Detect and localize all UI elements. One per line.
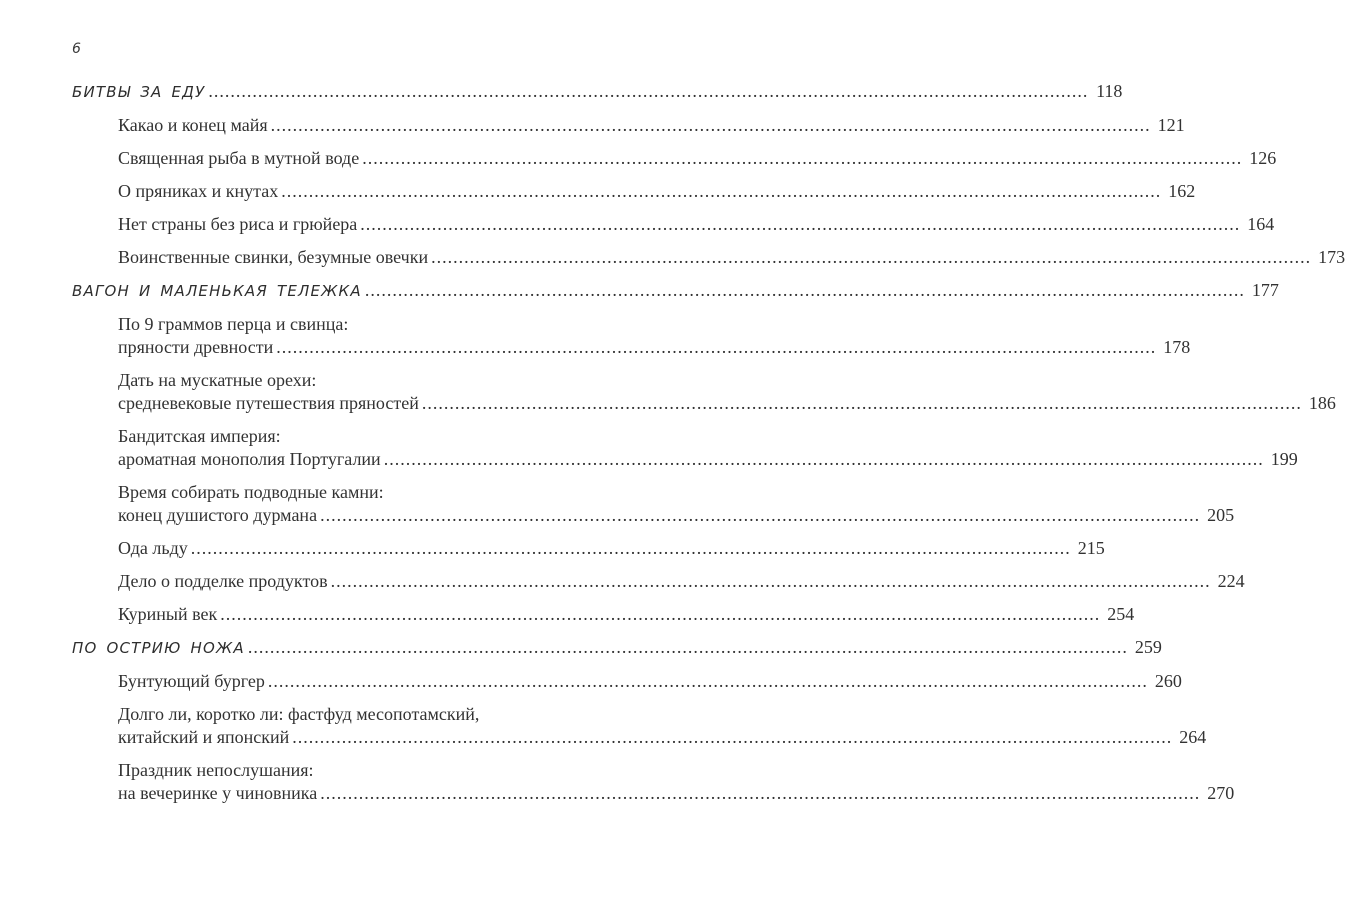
entry-title: средневековые путешествия пряностей — [118, 393, 419, 413]
dot-leader: ................................................................................................................................................................ — [270, 115, 1151, 135]
entry-row — [118, 147, 1277, 170]
toc-entry — [118, 759, 1235, 805]
entry-page: 264 — [1179, 727, 1207, 747]
entry-page: 173 — [1318, 247, 1345, 267]
dot-leader: ................................................................................................................................................................ — [190, 538, 1071, 558]
dot-leader: ................................................................................................................................................................ — [220, 604, 1101, 624]
section-heading-row — [72, 279, 1279, 303]
dot-leader: ................................................................................................................................................................ — [320, 783, 1201, 803]
toc-entry — [118, 670, 1182, 693]
entry-line: Бандитская империя: — [118, 426, 281, 446]
dot-leader: ................................................................................................................................................................ — [431, 247, 1312, 267]
toc-section — [72, 636, 1235, 805]
dot-leader: ................................................................................................................................................................ — [208, 81, 1089, 101]
dot-leader: ................................................................................................................................................................ — [330, 571, 1211, 591]
toc-entry — [118, 180, 1196, 203]
entry-page: 162 — [1168, 181, 1196, 201]
entry-title: пряности древности — [118, 337, 274, 357]
entry-row — [118, 392, 1336, 415]
entry-row — [118, 180, 1196, 203]
entry-row — [118, 537, 1105, 560]
toc — [72, 80, 1345, 805]
dot-leader: ................................................................................................................................................................ — [320, 505, 1201, 525]
entry-row — [118, 504, 1235, 527]
entry-row — [118, 670, 1182, 693]
entry-title: Дело о подделке продуктов — [118, 571, 328, 591]
dot-leader: ................................................................................................................................................................ — [267, 671, 1148, 691]
entry-title: конец душистого дурмана — [118, 505, 318, 525]
entry-line: Долго ли, коротко ли: фастфуд месопотамский, — [118, 704, 480, 724]
entry-title: Священная рыба в мутной воде — [118, 148, 360, 168]
entry-row — [118, 448, 1298, 471]
entry-page: 121 — [1157, 115, 1185, 135]
entry-page: 260 — [1154, 671, 1182, 691]
dot-leader: ................................................................................................................................................................ — [247, 637, 1128, 657]
entry-title: ароматная монополия Португалии — [118, 449, 381, 469]
entry-title: на вечеринке у чиновника — [118, 783, 318, 803]
toc-entry — [118, 703, 1207, 749]
dot-leader: ................................................................................................................................................................ — [362, 148, 1243, 168]
toc-entry — [118, 481, 1235, 527]
dot-leader: ................................................................................................................................................................ — [281, 181, 1162, 201]
entry-line: Время собирать подводные камни: — [118, 482, 384, 502]
entry-title: Куриный век — [118, 604, 218, 624]
entry-row — [118, 246, 1345, 269]
entry-page: 199 — [1270, 449, 1298, 469]
dot-leader: ................................................................................................................................................................ — [276, 337, 1157, 357]
toc-entry — [118, 313, 1191, 359]
entry-row — [118, 336, 1191, 359]
dot-leader: ................................................................................................................................................................ — [364, 280, 1245, 300]
entry-page: 126 — [1249, 148, 1277, 168]
entry-title: О пряниках и кнутах — [118, 181, 279, 201]
toc-entry — [118, 425, 1298, 471]
entry-line: Праздник непослушания: — [118, 760, 314, 780]
entry-row — [118, 570, 1245, 593]
section-page: 259 — [1134, 637, 1162, 657]
entry-row — [118, 114, 1185, 137]
section-heading-row — [72, 636, 1162, 660]
toc-section — [72, 279, 1336, 626]
entry-page: 224 — [1217, 571, 1245, 591]
toc-entry — [118, 570, 1245, 593]
dot-leader: ................................................................................................................................................................ — [383, 449, 1264, 469]
section-entries — [118, 313, 1336, 626]
entry-title: китайский и японский — [118, 727, 290, 747]
dot-leader: ................................................................................................................................................................ — [360, 214, 1241, 234]
entry-title: Какао и конец майя — [118, 115, 268, 135]
dot-leader: ................................................................................................................................................................ — [292, 727, 1173, 747]
section-page: 177 — [1251, 280, 1279, 300]
entry-page: 164 — [1247, 214, 1275, 234]
entry-row — [118, 782, 1235, 805]
section-entries — [118, 114, 1345, 269]
section-entries — [118, 670, 1235, 805]
entry-page: 186 — [1308, 393, 1336, 413]
entry-title: Ода льду — [118, 538, 188, 558]
section-heading-row — [72, 80, 1123, 104]
section-title: ПО ОСТРИЮ НОЖА — [72, 639, 245, 657]
dot-leader: ................................................................................................................................................................ — [421, 393, 1302, 413]
entry-page: 205 — [1207, 505, 1235, 525]
entry-title: Бунтующий бургер — [118, 671, 265, 691]
entry-row — [118, 213, 1275, 236]
toc-entry — [118, 213, 1275, 236]
section-title: БИТВЫ ЗА ЕДУ — [72, 83, 206, 101]
toc-entry — [118, 147, 1277, 170]
toc-entry — [118, 537, 1105, 560]
toc-section — [72, 80, 1345, 269]
entry-row — [118, 603, 1135, 626]
entry-row — [118, 726, 1207, 749]
entry-title: Воинственные свинки, безумные овечки — [118, 247, 429, 267]
toc-entry — [118, 114, 1185, 137]
entry-page: 215 — [1077, 538, 1105, 558]
entry-line: Дать на мускатные орехи: — [118, 370, 317, 390]
page-number: 6 — [72, 41, 81, 57]
entry-page: 254 — [1107, 604, 1135, 624]
section-title: ВАГОН И МАЛЕНЬКАЯ ТЕЛЕЖКА — [72, 282, 362, 300]
toc-entry — [118, 246, 1345, 269]
entry-line: По 9 граммов перца и свинца: — [118, 314, 349, 334]
entry-page: 178 — [1163, 337, 1191, 357]
section-page: 118 — [1096, 81, 1123, 101]
entry-page: 270 — [1207, 783, 1235, 803]
entry-title: Нет страны без риса и грюйера — [118, 214, 358, 234]
toc-entry — [118, 369, 1336, 415]
toc-entry — [118, 603, 1135, 626]
